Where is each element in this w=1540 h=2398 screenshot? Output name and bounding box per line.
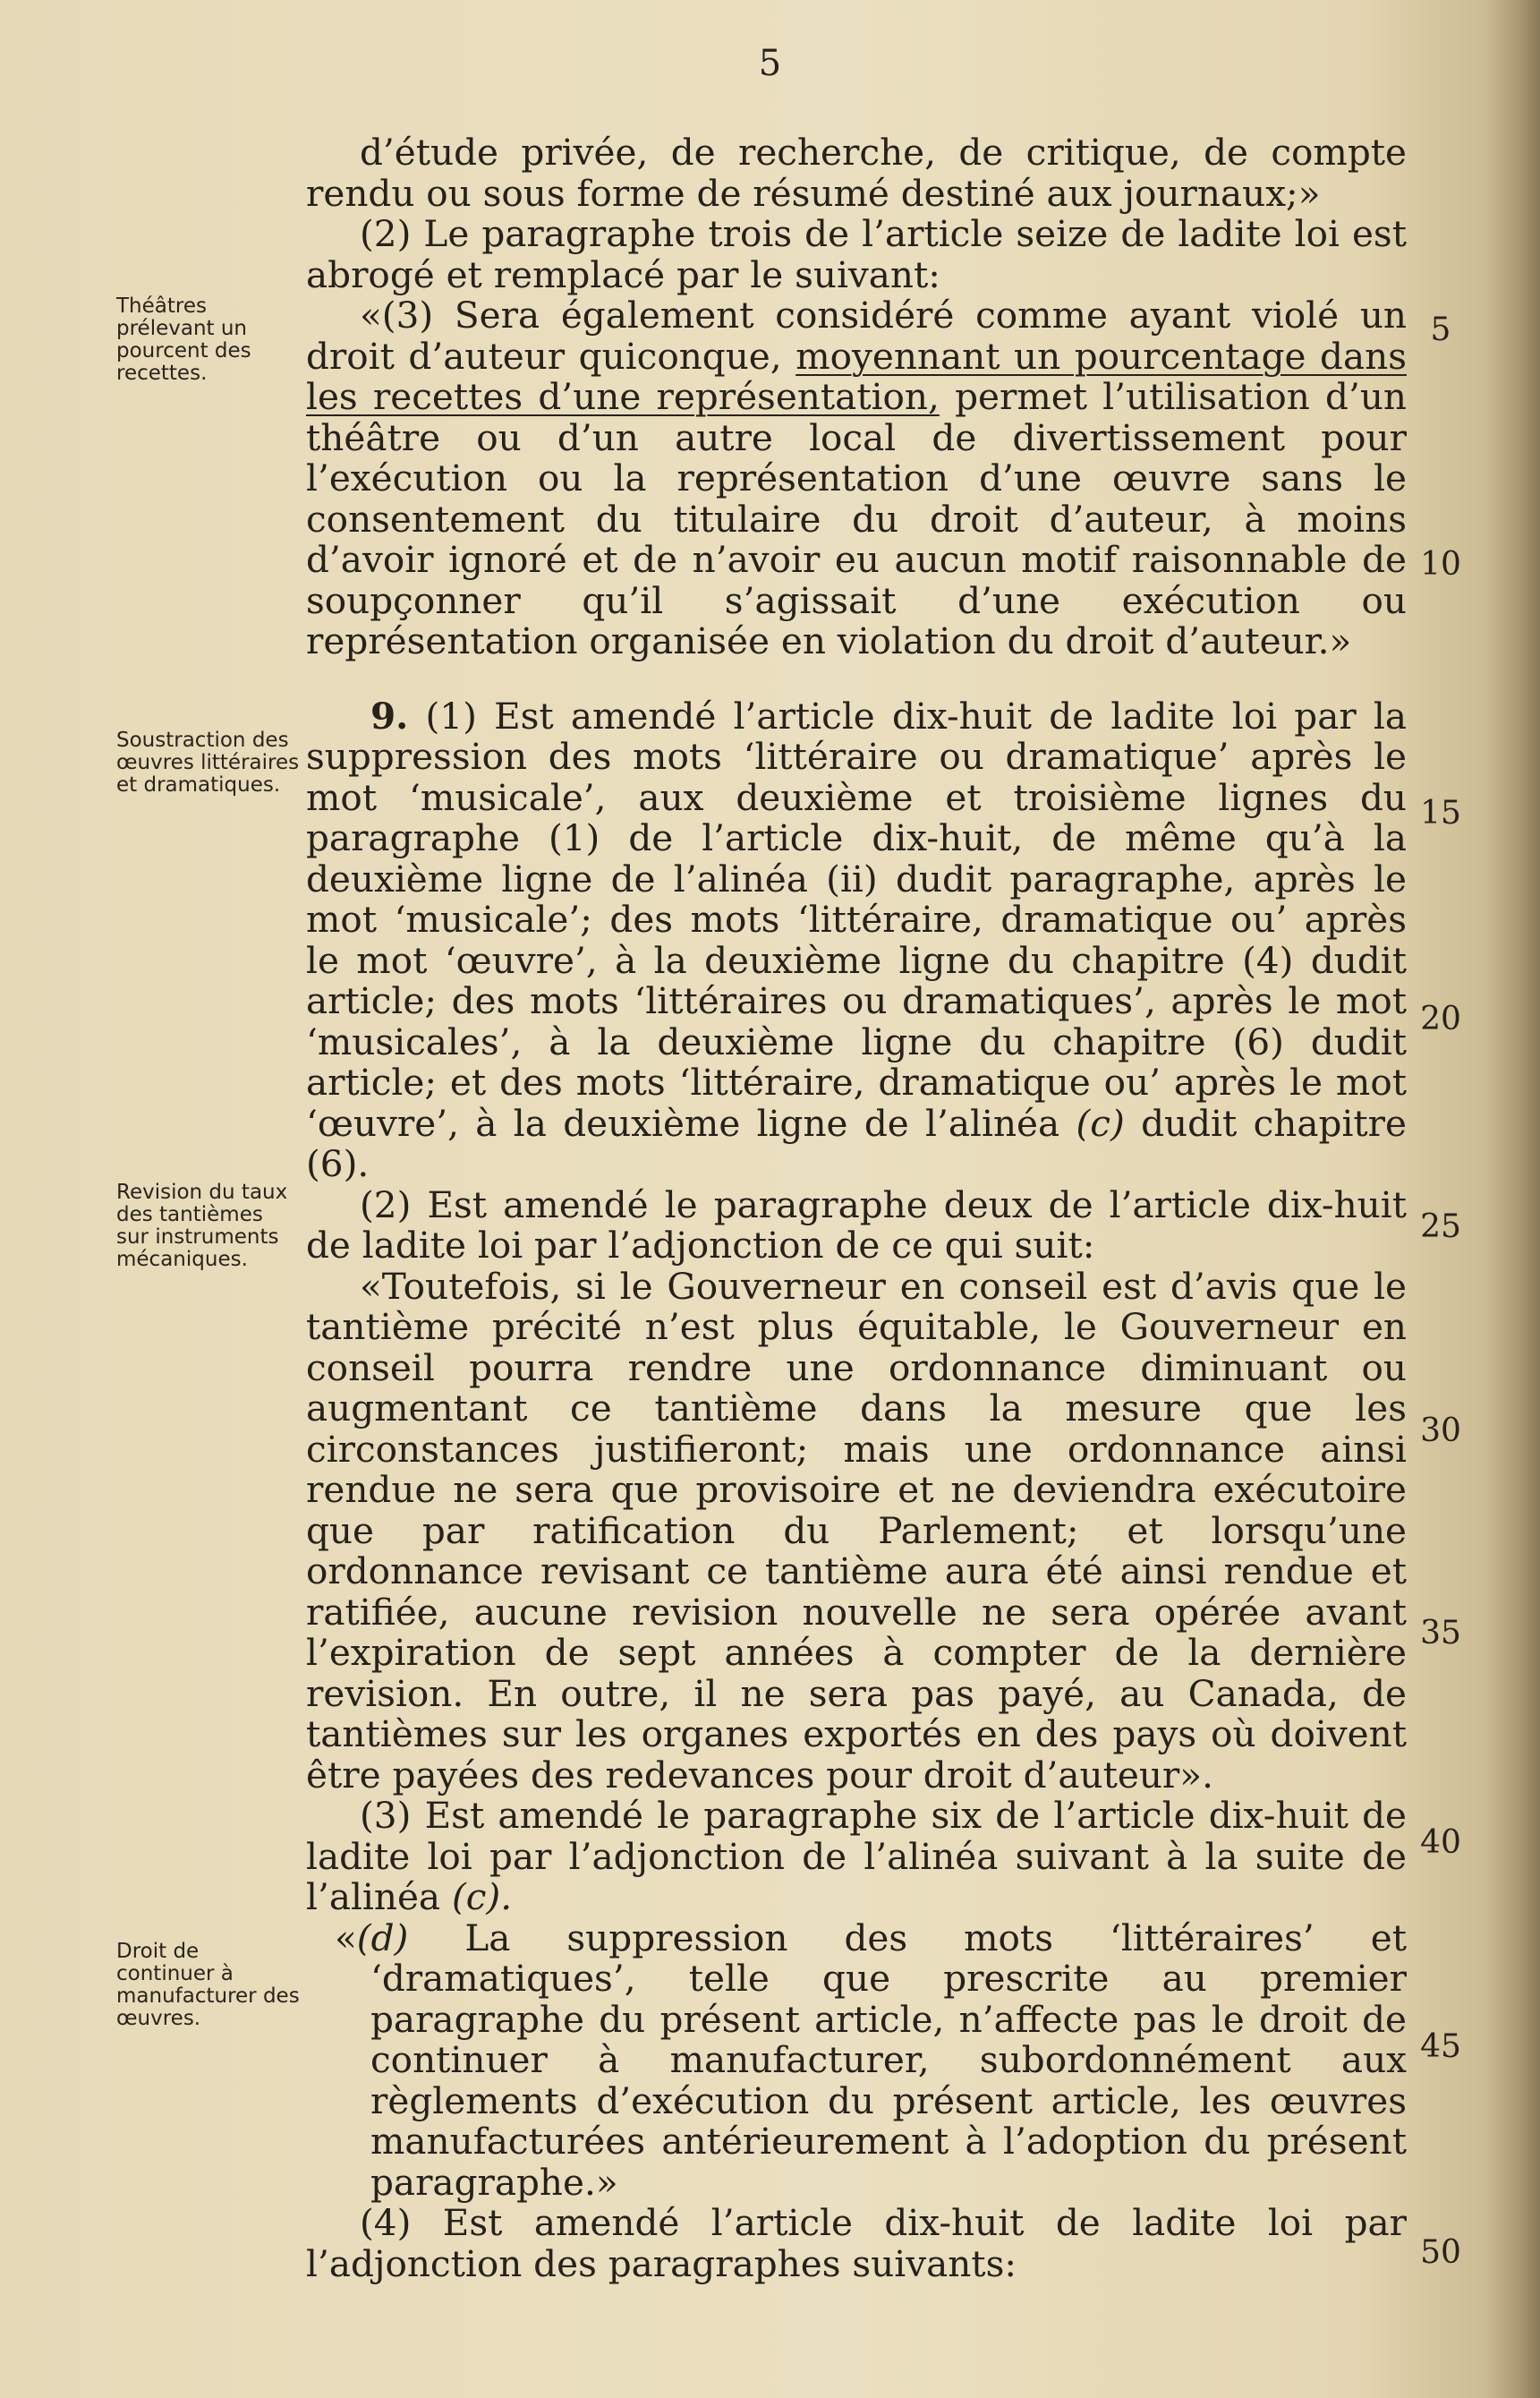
section-number: 9.	[370, 694, 409, 738]
clause-d-open: «	[335, 1916, 357, 1959]
section-9-italic: (c)	[1076, 1101, 1125, 1145]
line-number-15: 15	[1420, 795, 1461, 832]
line-number-20: 20	[1420, 1001, 1461, 1037]
clause-d	[306, 1918, 1407, 2204]
section-9-paragraph-4: (4) Est amendé l’article dix-huit de ladite loi par l’adjonction des paragraphes suivants:	[306, 2201, 1407, 2285]
paragraph-2: (2) Le paragraphe trois de l’article seize de ladite loi est abrogé et remplacé par le suivant:	[306, 212, 1407, 296]
side-note-soustraction: Soustraction des œuvres littéraires et dramatiques.	[116, 729, 300, 797]
quoted-amendment: «Toutefois, si le Gouverneur en conseil est d’avis que le tantième précité n’est plus équitable, le Gouverneur en conseil pourra rendre une ordonnance diminuant ou augmentant ce tantième dans la mesure que les circonstances justifieront; mais une ordonnance ainsi rendue ne sera que provisoire et ne deviendra exécutoire que par ratification du Parlement; et lorsqu’une ordonnance revisant ce tantième aura été ainsi rendue et ratifiée, aucune revision nouvelle ne sera opérée avant l’expiration de sept années à compter de la dernière revision. En outre, il ne sera pas payé, au Canada, de tantièmes sur les organes exportés en des pays où doivent être payées des redevances pour droit d’auteur».	[306, 1264, 1407, 1796]
paragraph-3	[306, 295, 1407, 662]
paragraph-3-end: permet l’utilisation d’un théâtre ou d’un autre local de divertissement pour l’exécution ou la représentation d’une œuvre sans le consentement du titulaire du droit d’auteur, à moins d’avoir ignoré et de n’avoir eu aucun motif raisonnable de soupçonner qu’il s’agissait d’une exécution ou représentation organisée en violation du droit d’auteur.»	[306, 375, 1407, 662]
book-spine-shadow	[1486, 0, 1540, 2398]
main-text	[306, 132, 1407, 2284]
section-9-paragraph-1	[306, 696, 1407, 1185]
page-number: 5	[758, 43, 782, 84]
line-number-45: 45	[1420, 2028, 1461, 2065]
line-number-30: 30	[1420, 1412, 1461, 1449]
side-note-revision: Revision du taux des tantièmes sur instruments mécaniques.	[116, 1181, 288, 1271]
paragraph-3-start: «(3) Sera également considéré comme ayant violé un droit d’auteur quiconque,	[306, 294, 1407, 378]
line-number-10: 10	[1420, 546, 1461, 583]
paragraph-7-text: (3) Est amendé le paragraphe six de l’article dix-huit de ladite loi par l’adjonction de l’alinéa suivant à la suite de l’alinéa	[306, 1794, 1407, 1918]
paragraph-7-italic: (c).	[451, 1875, 513, 1918]
line-number-25: 25	[1420, 1208, 1461, 1245]
paragraph-continuation: d’étude privée, de recherche, de critique, de compte rendu ou sous forme de résumé destiné aux journaux;»	[306, 131, 1407, 215]
section-9-end: dudit chapitre (6).	[306, 1101, 1408, 1185]
line-number-40: 40	[1420, 1824, 1461, 1861]
section-9-paragraph-2: (2) Est amendé le paragraphe deux de l’article dix-huit de ladite loi par l’adjonction de ce qui suit:	[306, 1182, 1407, 1267]
line-number-50: 50	[1420, 2234, 1461, 2271]
side-note-theatres: Théâtres prélevant un pourcent des recettes.	[116, 294, 251, 385]
clause-d-text: La suppression des mots ‘littéraires’ et ‘dramatiques’, telle que prescrite au premier paragraphe du présent article, n’affecte pas le droit de continuer à manufacturer, subordonnément aux règlements d’exécution du présent article, les œuvres manufacturées antérieurement à l’adoption du présent paragraphe.»	[370, 1916, 1408, 2204]
section-9-text: (1) Est amendé l’article dix-huit de ladite loi par la suppression des mots ‘littéraire ou dramatique’ après le mot ‘musicale’, aux deuxième et troisième lignes du paragraphe (1) de l’article dix-huit, de même qu’à la deuxième ligne de l’alinéa (ii) dudit paragraphe, après le mot ‘musicale’; des mots ‘littéraire, dramatique ou’ après le mot ‘œuvre’, à la deuxième ligne du chapitre (4) dudit article; des mots ‘littéraires ou dramatiques’, après le mot ‘musicales’, à la deuxième ligne du chapitre (6) dudit article; et des mots ‘littéraire, dramatique ou’ après le mot ‘œuvre’, à la deuxième ligne de l’alinéa	[306, 694, 1408, 1145]
line-number-35: 35	[1420, 1615, 1461, 1651]
section-9-paragraph-3	[306, 1796, 1407, 1918]
underlined-phrase: moyennant un pourcentage dans les recettes d’une représentation,	[306, 334, 1407, 418]
line-number-5: 5	[1430, 311, 1451, 348]
side-note-droit: Droit de continuer à manufacturer des œuvres.	[116, 1940, 300, 2030]
clause-d-label: (d)	[356, 1916, 409, 1959]
